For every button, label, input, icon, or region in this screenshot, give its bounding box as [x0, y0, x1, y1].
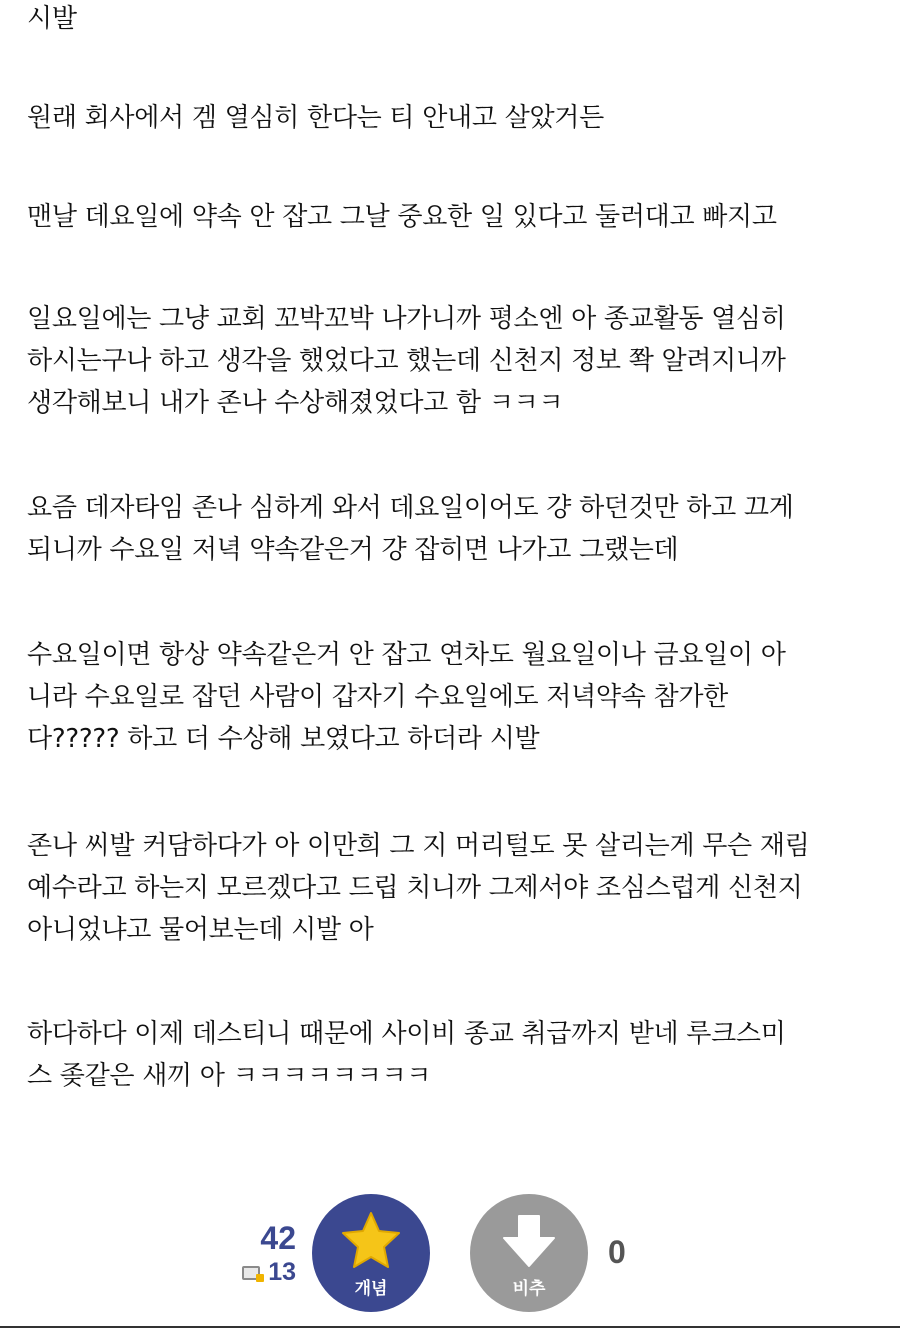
- text-line: 니라 수요일로 잡던 사람이 갑자기 수요일에도 저녁약속 참가한: [27, 682, 728, 712]
- text-line: 하다하다 이제 데스티니 때문에 사이비 종교 취급까지 받네 루크스미: [27, 1019, 786, 1049]
- text-line: 하시는구나 하고 생각을 했었다고 했는데 신천지 정보 쫙 알려지니까: [27, 346, 786, 376]
- paragraph-6: [27, 634, 786, 760]
- text-line: 되니까 수요일 저녁 약속같은거 걍 잡히면 나가고 그랬는데: [27, 535, 679, 565]
- text-line: 다????? 하고 더 수상해 보였다고 하더라 시발: [27, 724, 540, 754]
- text-line: 요즘 데자타임 존나 심하게 와서 데요일이어도 걍 하던것만 하고 끄게: [27, 493, 794, 523]
- upvote-button[interactable]: [312, 1194, 430, 1312]
- text-line: 스 좆같은 새끼 아 ㅋㅋㅋㅋㅋㅋㅋㅋ: [27, 1061, 432, 1091]
- downvote-label: 비추: [512, 1279, 546, 1299]
- vote-area: [0, 1190, 900, 1320]
- text-line: 존나 씨발 커담하다가 아 이만희 그 지 머리털도 못 살리는게 무슨 재림: [27, 831, 810, 861]
- text-line: 원래 회사에서 겜 열심히 한다는 티 안내고 살았거든: [27, 103, 604, 133]
- text-line: 예수라고 하는지 모르겠다고 드립 치니까 그제서야 조심스럽게 신천지: [27, 873, 803, 903]
- upvote-label: 개념: [354, 1279, 388, 1299]
- downvote-button[interactable]: [470, 1194, 588, 1312]
- star-icon: [340, 1210, 402, 1270]
- paragraph-7: [27, 825, 809, 951]
- paragraph-3: [27, 196, 777, 238]
- fixed-post-icon: [242, 1264, 264, 1282]
- upvote-counts: [200, 1220, 296, 1290]
- text-line: 아니었냐고 물어보는데 시발 아: [27, 915, 374, 945]
- fixed-upvote-row: [200, 1258, 296, 1290]
- paragraph-2: [27, 97, 604, 139]
- downvote-count: 0: [608, 1234, 626, 1270]
- paragraph-5: [27, 487, 794, 571]
- divider: [0, 1326, 900, 1328]
- paragraph-1: [27, 0, 77, 40]
- upvote-count: 42: [260, 1220, 296, 1256]
- paragraph-8: [27, 1013, 786, 1097]
- fixed-upvote-count: 13: [268, 1258, 296, 1286]
- text-line: 생각해보니 내가 존나 수상해졌었다고 함 ㅋㅋㅋ: [27, 388, 564, 418]
- text-line: 맨날 데요일에 약속 안 잡고 그날 중요한 일 있다고 둘러대고 빠지고: [27, 202, 777, 232]
- text-line: 일요일에는 그냥 교회 꼬박꼬박 나가니까 평소엔 아 종교활동 열심히: [27, 304, 786, 334]
- text-line: 수요일이면 항상 약속같은거 안 잡고 연차도 월요일이나 금요일이 아: [27, 640, 786, 670]
- paragraph-4: [27, 298, 786, 424]
- text-line: 시발: [27, 4, 77, 34]
- arrow-down-icon: [500, 1212, 558, 1270]
